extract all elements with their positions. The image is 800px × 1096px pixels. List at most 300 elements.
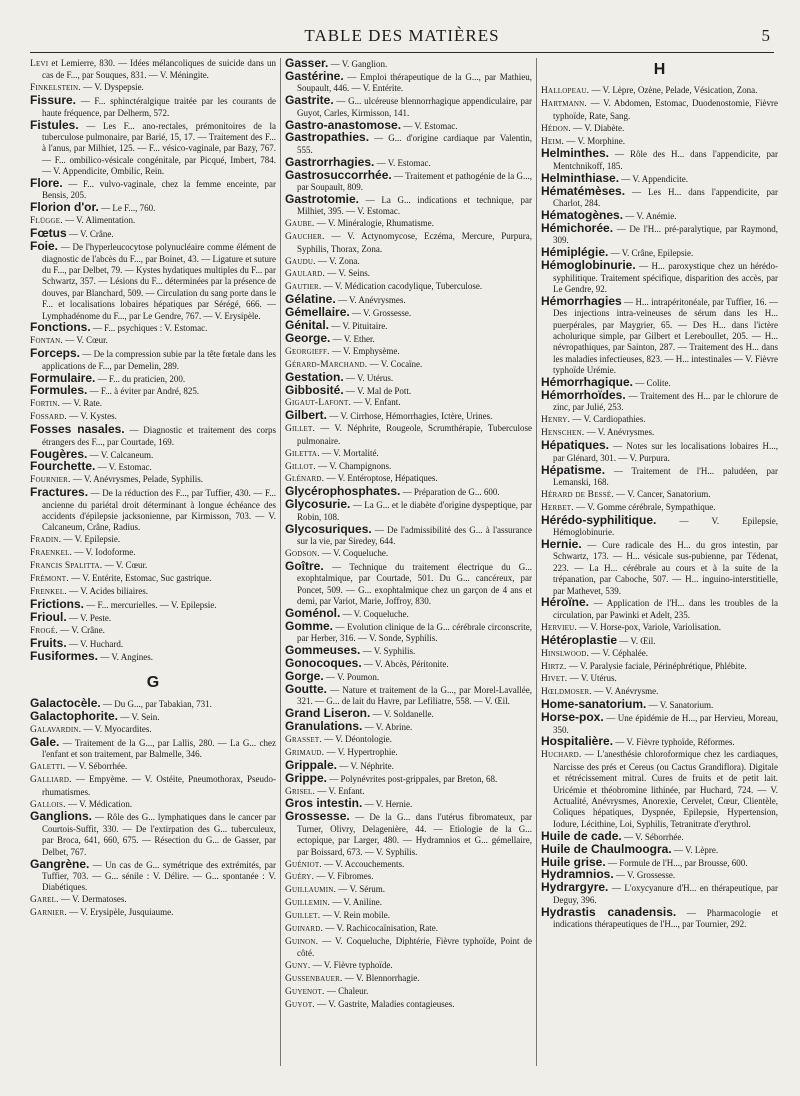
- index-entry: [541, 712, 778, 736]
- entry-text: — V. Accouchements.: [324, 858, 405, 869]
- entry-text: — V. Estomac.: [376, 157, 431, 168]
- entry-headword: Hernie.: [541, 536, 582, 551]
- entry-text: — F... vulvo-vaginale, chez la femme enceinte, par Bensis, 205.: [42, 179, 276, 201]
- index-column-2: [285, 58, 532, 1078]
- page-title: TABLE DES MATIÈRES: [304, 26, 500, 45]
- index-entry: [541, 736, 778, 748]
- entry-text: — V. Grossesse.: [351, 308, 412, 319]
- entry-headword: Gastrorrhagies.: [285, 154, 375, 169]
- entry-text: — V. Emphysème.: [331, 345, 400, 356]
- index-entry: [30, 811, 276, 858]
- entry-text: — V. Fièvre typhoïde, Réformes.: [615, 737, 735, 748]
- entry-text: — V. Anévrysmes.: [337, 295, 406, 306]
- index-entry: [30, 573, 276, 585]
- section-letter: G: [146, 673, 160, 691]
- entry-text: — V. Médication.: [67, 798, 133, 809]
- entry-headword: Hémiplégie.: [541, 245, 609, 260]
- entry-text: — Traitement des H... par le chlorure de zinc, par Julié, 253.: [553, 391, 778, 413]
- entry-text: — V. Coqueluche.: [322, 547, 389, 558]
- entry-headword: Hydramnios.: [541, 867, 614, 882]
- page-number: 5: [761, 26, 770, 45]
- entry-headword: Gestation.: [285, 369, 344, 384]
- index-entry: [285, 681, 532, 708]
- entry-author: Huchard.: [541, 750, 582, 761]
- entry-author: Frenkel.: [30, 586, 67, 597]
- entry-text: — V. Utérus.: [345, 372, 394, 383]
- entry-author: Guyot.: [285, 999, 315, 1010]
- index-entry: [285, 897, 532, 909]
- entry-text: — V. Pituitaire.: [331, 321, 388, 332]
- entry-author: Gérard-Marchand.: [285, 359, 368, 370]
- entry-text: — V. Diabète.: [573, 122, 625, 133]
- entry-author: Gaulard.: [285, 269, 326, 280]
- index-entry: [285, 521, 532, 548]
- entry-text: — Colite.: [635, 378, 671, 389]
- index-entry: [285, 218, 532, 230]
- entry-headword: Foie.: [30, 239, 59, 254]
- entry-headword: Gémellaire.: [285, 305, 350, 320]
- entry-author: Garel.: [30, 895, 59, 906]
- entry-text: — V. Appendicite.: [621, 173, 688, 184]
- index-entry: [285, 910, 532, 922]
- entry-headword: Fœtus: [30, 226, 67, 241]
- entry-text: — V. Rein mobile.: [322, 910, 390, 921]
- index-entry: [30, 322, 276, 334]
- entry-text: — V. Anévrysmes, Pelade, Syphilis.: [72, 474, 203, 485]
- entry-author: Gillet.: [285, 424, 316, 435]
- entry-author: Guillet.: [285, 911, 321, 922]
- entry-text: — V. Iodoforme.: [74, 547, 136, 558]
- entry-author: Gillot.: [285, 461, 316, 472]
- entry-text: — V. Abdomen, Estomac, Duodenostomie, Fièvre typhoïde, Rate, Sang.: [553, 98, 778, 121]
- entry-text: — V. Seins.: [327, 268, 370, 279]
- index-entry: [30, 560, 276, 572]
- entry-text: — V. Estomac.: [97, 462, 152, 473]
- entry-text: — V. Syphilis.: [362, 646, 416, 657]
- entry-headword: Glycosuriques.: [285, 521, 372, 536]
- index-entry: [541, 220, 778, 247]
- entry-headword: Fractures.: [30, 485, 89, 500]
- entry-text: — V. Mal de Pott.: [345, 385, 412, 396]
- entry-text: — V. Alimentation.: [65, 215, 136, 226]
- entry-headword: Hémorrhagique.: [541, 375, 634, 390]
- entry-headword: Fistules.: [30, 117, 79, 132]
- entry-text: — V. Anévrysmes.: [586, 427, 655, 438]
- entry-text: — Traitement de la G..., par Lallis, 280. — La G... chez l'enfant et son traitement, par Balmelle, 346.: [42, 738, 276, 760]
- entry-text: — V. Estomac.: [403, 120, 458, 131]
- entry-author: Gallois.: [30, 799, 66, 810]
- column-divider: [280, 58, 281, 1066]
- index-entry: [541, 536, 778, 597]
- entry-text: — V. Dyspepsie.: [83, 82, 144, 93]
- entry-author: Gaucher.: [285, 232, 325, 243]
- entry-author: Glénard.: [285, 474, 325, 485]
- index-entry: [285, 268, 532, 280]
- entry-text: — Chaleur.: [326, 986, 369, 997]
- index-entry: [285, 95, 532, 119]
- entry-headword: Fissure.: [30, 93, 77, 108]
- entry-text: — V. Abcès, Péritonite.: [363, 659, 449, 669]
- entry-author: Francis Spalitta.: [30, 561, 103, 572]
- entry-headword: Gomme.: [285, 618, 334, 633]
- entry-text: — V. Champignons.: [318, 460, 392, 471]
- entry-author: Gaube.: [285, 219, 315, 230]
- entry-text: — V. Mortalité.: [322, 447, 379, 458]
- entry-text: — V. Aniline.: [332, 897, 382, 908]
- entry-headword: Gonocoques.: [285, 656, 362, 670]
- index-entry: [30, 724, 276, 736]
- entry-text: — G... d'origine cardiaque par Valentin, 555.: [297, 133, 532, 155]
- entry-text: — V. Cardiopathies.: [572, 414, 646, 425]
- entry-text: — La G... et le diabète d'origine dyspeptique, par Robin, 108.: [297, 500, 532, 522]
- entry-headword: Fougères.: [30, 446, 88, 461]
- entry-author: Hervieu.: [541, 622, 577, 633]
- entry-headword: Glycérophosphates.: [285, 484, 401, 499]
- entry-headword: Gastro-anastomose.: [285, 117, 402, 132]
- entry-text: — V. Angines.: [100, 651, 153, 662]
- index-entry: [285, 558, 532, 608]
- entry-author: Hartmann.: [541, 99, 588, 110]
- index-entry: [541, 148, 778, 172]
- entry-author: Gigaut-Lafont.: [285, 398, 352, 409]
- entry-text: — De l'hyperleucocytose polynucléaire comme élément de diagnostic de l'abcès du F..., par Boinet, 43. — Ligature et suture du F..., par Delbet, 79. — Kystes hydatiques multiples du F... par Schwartz, 357. — Lésions du F... déterminées par la présence de douves, par Blanchard, 509. — Circulation du sang porte dans le F... et localisations lobaires hépatiques par Sérégé, 666. — Lymphadénome du F..., par Le Gendre, 767. — V. Erysipèle.: [42, 242, 276, 321]
- entry-headword: Hémichorée.: [541, 220, 614, 235]
- entry-text: — V. Hernie.: [364, 799, 413, 810]
- entry-text: — L'anesthésie chloroformique chez les cardiaques, Narcisse des prés et Cereus (ou Cactus Grandiflora). Digitale et rétrécissement mitral. Cures de fruits et de petit lait. Uricémie et théobromine lithinée, par Huchard, 724. — V. Actualité, Anévrysmes, Anorexie, Cervelet, Cœur, Clientèle, Coliques hépatiques, Dyspnée, Epilepsie, Hypertension, Iodure, Lécithine, Loi, Syphilis, Tetranitrate d'erythrol.: [553, 749, 778, 829]
- entry-text: — V. Entérite, Estomac, Suc gastrique.: [71, 573, 212, 584]
- entry-text: — V. Céphalée.: [591, 647, 648, 658]
- entry-text: — Formule de l'H..., par Brousse, 600.: [607, 857, 748, 868]
- entry-text: — H... paroxystique chez un hérédo-syphilitique. Traitement spécifique, disparition des accès, par Le Gendre, 92.: [553, 261, 778, 294]
- entry-text: — Diagnostic et traitement des corps étrangers des F..., par Courtade, 169.: [42, 425, 276, 447]
- entry-text: — De la compression subie par la tête fœtale dans les applications de F..., par Demelin, 289.: [42, 349, 276, 371]
- entry-text: — V. Cirrhose, Hémorrhagies, Ictère, Urines.: [329, 411, 493, 422]
- entry-author: Giletta.: [285, 448, 320, 459]
- entry-author: Fossard.: [30, 412, 67, 423]
- entry-headword: Gale.: [30, 735, 60, 750]
- entry-text: — Préparation de G... 600.: [402, 487, 500, 498]
- entry-text: — V. Soldanelle.: [372, 709, 434, 720]
- index-entry: [30, 609, 276, 624]
- index-entry: [541, 749, 778, 830]
- entry-author: Frogé.: [30, 625, 58, 636]
- index-entry: [30, 894, 276, 906]
- index-entry: [285, 986, 532, 998]
- entry-headword: Gélatine.: [285, 292, 336, 307]
- entry-headword: Formulaire.: [30, 370, 96, 385]
- entry-text: — V. Néphrite, Rougeole, Scrumthérapie, Tuberculose pulmonaire.: [297, 423, 532, 446]
- entry-author: Hirtz.: [541, 661, 567, 672]
- entry-headword: Galactocèle.: [30, 696, 101, 711]
- index-entry: [285, 330, 532, 345]
- entry-text: — V. Sérum.: [338, 884, 386, 895]
- entry-headword: Héroïne.: [541, 595, 590, 610]
- index-entry: [541, 183, 778, 210]
- entry-author: Galliard.: [30, 775, 72, 786]
- entry-author: Guillemin.: [285, 898, 331, 909]
- entry-headword: Grossesse.: [285, 809, 350, 824]
- entry-text: — V. Gomme cérébrale, Sympathique.: [576, 501, 716, 512]
- entry-headword: Flore.: [30, 176, 63, 191]
- entry-headword: Galactophorite.: [30, 709, 119, 724]
- entry-text: — V. Crâne.: [60, 624, 105, 635]
- index-entry: [285, 167, 532, 194]
- entry-headword: Gros intestin.: [285, 796, 363, 811]
- entry-text: — V. Coqueluche.: [342, 608, 409, 619]
- entry-text: — V. Séborrhée.: [623, 831, 684, 842]
- entry-text: — Nature et traitement de la G..., par Morel-Lavallée, 321. — G... de lait du Havre, par Lefiliatre, 558. — V. Œil.: [297, 684, 532, 707]
- entry-headword: Hématogènes.: [541, 207, 624, 222]
- entry-text: — H... intrapéritonéale, par Tuffier, 16. — Des injections intra-veineuses de sérum dans les H... puerpérales, par Maygrier, 65. — Des H... dans l'ictère acholurique simple, par Gilbert et Lereboullet, 205. — H... névropathiques, par Sainton, 287. — Traitement des H... dans les maladies infectieuses, 823. — H... intestinales — V. Fièvre typhoïde Urémie.: [553, 296, 778, 376]
- index-entry: [285, 499, 532, 523]
- index-entry: [30, 117, 276, 178]
- index-entry: [285, 346, 532, 358]
- entry-headword: Gastropathies.: [285, 130, 370, 145]
- entry-text: — V. Crâne, Epilepsie.: [610, 248, 694, 259]
- entry-text: — F... à éviter par André, 825.: [89, 386, 200, 397]
- entry-author: Guéry.: [285, 872, 315, 883]
- entry-text: et Lemierre, 830. — Idées mélancoliques de suicide dans un cas de F..., par Souques, 831. — V. Méningite.: [42, 58, 276, 81]
- entry-text: — V. Actynomycose, Eczéma, Mercure, Purpura, Syphilis, Thorax, Zona.: [297, 231, 532, 254]
- entry-headword: Huile grise.: [541, 854, 606, 869]
- index-entry: [30, 58, 276, 82]
- index-entry: [541, 512, 778, 539]
- entry-headword: Fonctions.: [30, 320, 91, 335]
- index-entry: [30, 737, 276, 761]
- entry-author: Hœldmoser.: [541, 687, 592, 698]
- entry-author: Georgieff.: [285, 346, 330, 357]
- entry-headword: Goître.: [285, 558, 324, 573]
- entry-text: — Les H... dans l'appendicite, par Charlot, 284.: [553, 186, 778, 209]
- index-entry: [285, 68, 532, 95]
- entry-text: — V. Erysipèle, Jusquiaume.: [69, 907, 174, 918]
- entry-author: Guillaumin.: [285, 885, 337, 896]
- entry-text: — V. Lèpre, Ozène, Pelade, Vésication, Zona.: [591, 85, 758, 96]
- index-entry: [541, 648, 778, 660]
- index-entry: [30, 461, 276, 473]
- entry-text: — V. Paralysie faciale, Périnéphrétique, Phlébite.: [568, 660, 747, 671]
- entry-text: — V. Rachicocaïnisation, Rate.: [325, 923, 438, 934]
- index-entry: [285, 999, 532, 1011]
- entry-headword: Hépatiques.: [541, 438, 610, 453]
- index-entry: [541, 632, 778, 647]
- index-entry: [30, 534, 276, 546]
- entry-text: — V. Œil.: [619, 635, 656, 646]
- index-entry: [30, 348, 276, 372]
- index-entry: [285, 859, 532, 871]
- entry-text: — V. Anévrysme.: [594, 686, 659, 697]
- index-entry: [285, 382, 532, 397]
- entry-author: Henschen.: [541, 428, 585, 439]
- index-entry: [541, 123, 778, 135]
- index-entry: [541, 661, 778, 673]
- entry-text: — V. Utérus.: [569, 673, 617, 684]
- entry-headword: Hémorrhagies: [541, 293, 622, 308]
- entry-text: — V. Sanatorium.: [648, 700, 714, 711]
- index-entry: [541, 85, 778, 97]
- index-entry: [30, 241, 276, 322]
- entry-text: — V. Ether.: [332, 333, 375, 344]
- index-entry: [30, 178, 276, 202]
- entry-text: — De la réduction des F..., par Tuffier, 430. — F... ancienne du pariétal droit déterminant à longue échéance des accidents d'épilepsie jacksonienne, par Kirmisson, 703. — V. Calcaneum, Crâne, Radius.: [42, 488, 276, 533]
- index-entry: [285, 973, 532, 985]
- entry-headword: Frictions.: [30, 596, 85, 611]
- entry-text: — De l'admissibilité des G... à l'assurance sur la vie, par Siredey, 644.: [297, 524, 532, 546]
- entry-author: Guinard.: [285, 924, 324, 935]
- entry-headword: Fusiformes.: [30, 648, 99, 663]
- entry-author: Levi: [30, 59, 49, 69]
- entry-text: — Rôle des G... lymphatiques dans le cancer par Courtois-Suffit, 330. — De l'extirpation des G... tuberculeux, par Broca, 641, 660, 675. — Résection du G... de Gasser, par Delbet, 767.: [42, 812, 276, 857]
- entry-headword: Hémoglobinurie.: [541, 258, 636, 273]
- entry-headword: Hématémèses.: [541, 183, 626, 198]
- entry-text: — Traitement et pathogénie de la G..., par Soupault, 809.: [297, 170, 532, 193]
- entry-headword: Glycosurie.: [285, 497, 351, 512]
- entry-text: — Pharmacologie et indications thérapeutiques de l'H..., par Tournier, 292.: [553, 907, 778, 930]
- entry-headword: Hydrargyre.: [541, 880, 609, 895]
- entry-headword: Gastrotomie.: [285, 191, 360, 206]
- entry-text: — V. Déontologie.: [324, 733, 392, 744]
- index-entry: [285, 923, 532, 935]
- entry-text: — V. Kystes.: [69, 411, 117, 422]
- entry-author: Herbet.: [541, 502, 574, 513]
- entry-text: — F... mercurielles. — V. Epilepsie.: [86, 599, 217, 610]
- entry-text: — V. Blennorrhagie.: [344, 973, 420, 984]
- entry-author: Finkelstein.: [30, 83, 81, 94]
- entry-text: — V. Horse-pox, Variole, Variolisation.: [579, 621, 722, 632]
- entry-headword: Hépatisme.: [541, 462, 606, 477]
- entry-text: — V. Morphine.: [566, 135, 625, 146]
- entry-headword: Horse-pox.: [541, 710, 604, 725]
- index-entry: [30, 398, 276, 410]
- entry-text: — Un cas de G... symétrique des extrémités, par Tuffier, 703. — G... sénile : V. Délire. — G... spontanée : V. Diabétiques.: [42, 859, 276, 893]
- index-entry: [285, 618, 532, 645]
- entry-headword: Gangrène.: [30, 856, 90, 871]
- index-entry: [541, 597, 778, 621]
- entry-headword: Helminthiase.: [541, 170, 620, 185]
- entry-headword: Ganglions.: [30, 809, 93, 824]
- entry-headword: Huile de cade.: [541, 828, 622, 843]
- entry-text: — V. Cœur.: [104, 560, 148, 571]
- entry-text: — V. Cœur.: [65, 335, 108, 346]
- index-entry: [541, 414, 778, 426]
- entry-headword: Grippe.: [285, 770, 328, 785]
- entry-headword: Formules.: [30, 383, 88, 398]
- index-entry: [30, 856, 276, 894]
- entry-text: — F... du praticien, 200.: [97, 373, 186, 384]
- entry-text: — V. Poumon.: [325, 671, 380, 682]
- entry-author: Fradin.: [30, 535, 62, 546]
- entry-headword: Frioul.: [30, 609, 67, 624]
- index-entry: [30, 385, 276, 397]
- entry-text: — V. Cocaïne.: [369, 358, 423, 369]
- entry-text: — V. Huchard.: [68, 638, 124, 649]
- index-entry: [541, 260, 778, 295]
- index-entry: [541, 98, 778, 122]
- entry-author: Grisel.: [285, 786, 316, 797]
- entry-headword: Home-sanatorium.: [541, 697, 647, 712]
- index-entry: [285, 461, 532, 473]
- entry-author: Fournier.: [30, 475, 71, 486]
- entry-text: — V. Enfant.: [317, 785, 365, 796]
- index-entry: [285, 231, 532, 255]
- entry-text: — V. Ganglion.: [330, 59, 388, 69]
- index-entry: [541, 293, 778, 377]
- entry-headword: Gibbosité.: [285, 382, 344, 397]
- entry-text: — V. Epilepsie, Hémoglobinurie.: [553, 515, 778, 538]
- entry-headword: Huile de Chaulmoogra.: [541, 841, 672, 856]
- entry-text: — La G... indications et technique, par Milhiet, 395. — V. Estomac.: [297, 194, 532, 217]
- entry-text: — V. Abrine.: [364, 722, 413, 733]
- entry-author: Guinon.: [285, 936, 319, 947]
- entry-text: — Cure radicale des H... du gros intestin, par Schwartz, 173. — H... vésicale sus-pubienne, par Tédenat, 223. — La H... cérébrale au cours et à la suite de la trépanation, par Caboche, 507. — H... inguino-interstitielle, par Mathevet, 539.: [553, 539, 778, 596]
- entry-headword: Hydrastis canadensis.: [541, 904, 677, 919]
- index-entry: [541, 462, 778, 489]
- entry-text: — V. Enfant.: [353, 397, 401, 408]
- entry-text: — V. Crâne.: [68, 229, 114, 240]
- entry-author: Guyenot.: [285, 987, 325, 998]
- entry-text: — V. Coqueluche, Diphtérie, Fièvre typhoïde, Point de côté.: [297, 935, 532, 959]
- entry-text: — Emploi thérapeutique de la G..., par Mathieu, Soupault, 446. — V. Entérite.: [297, 71, 532, 94]
- entry-author: Gaudu.: [285, 256, 316, 267]
- index-entry: [541, 673, 778, 685]
- entry-text: — Du G..., par Tabakian, 731.: [102, 699, 212, 710]
- entry-text: — G... ulcéreuse blennorrhagique appendiculaire, par Guyot, Carles, Kirmisson, 141.: [297, 96, 532, 118]
- entry-text: — De l'H... pré-paralytique, par Raymond, 309.: [553, 223, 778, 246]
- entry-text: — V. Zona.: [317, 255, 360, 266]
- entry-author: Frémont.: [30, 574, 69, 585]
- index-entry: [30, 424, 276, 448]
- entry-author: Guéniot.: [285, 859, 322, 870]
- entry-headword: Gastrosuccorrhée.: [285, 167, 392, 182]
- index-entry: [285, 811, 532, 858]
- entry-text: — Le F..., 760.: [101, 203, 156, 214]
- index-entry: [541, 440, 778, 464]
- entry-author: Fontan.: [30, 336, 63, 347]
- entry-text: — V. Lèpre.: [673, 844, 719, 855]
- entry-author: Hinslwood.: [541, 648, 590, 659]
- entry-author: Fraenkel.: [30, 548, 73, 559]
- index-entry: [541, 882, 778, 906]
- entry-author: Hédon.: [541, 123, 571, 134]
- entry-headword: George.: [285, 330, 331, 345]
- entry-text: — De la G... dans l'utérus fibromateux, par Turner, Olivry, Delagenière, 44. — Etiologie de la G... ectopique, par Larger, 480. — Hydramnios et G... gémellaire, par Boissard, 673. — V. Syphilis.: [297, 812, 532, 857]
- index-entry: [285, 770, 532, 785]
- entry-text: — Evolution clinique de la G... cérébrale circonscrite, par Herber, 316. — V. Sonde, Syphilis.: [297, 621, 532, 644]
- index-column-3: [541, 58, 778, 1078]
- index-column-1: [30, 58, 276, 1078]
- entry-text: — V. Médication cacodylique, Tuberculose.: [323, 281, 483, 292]
- entry-headword: Gorge.: [285, 668, 324, 683]
- entry-text: — Application de l'H... dans les troubles de la circulation, par Pawinki et Adelt, 235.: [553, 598, 778, 620]
- index-entry: [285, 448, 532, 460]
- entry-author: Gussenbauer.: [285, 974, 343, 985]
- entry-headword: Fosses nasales.: [30, 422, 125, 437]
- index-entry: [541, 904, 778, 931]
- entry-text: — V. Anémie.: [625, 210, 677, 221]
- index-entry: [285, 721, 532, 733]
- index-entry: [30, 711, 276, 723]
- entry-text: — V. Rate.: [62, 398, 102, 409]
- entry-author: Grimaud.: [285, 747, 325, 758]
- index-entry: [30, 228, 276, 240]
- entry-text: — V. Fièvre typhoïde.: [312, 960, 393, 971]
- entry-text: — F... psychiques : V. Estomac.: [92, 323, 208, 334]
- entry-text: — V. Sein.: [120, 712, 160, 723]
- index-entry: [30, 648, 276, 663]
- entry-headword: Florion d'or.: [30, 200, 99, 215]
- entry-text: — Notes sur les localisations lobaires H..., par Glénard, 301. — V. Purpura.: [553, 441, 778, 463]
- entry-text: — V. Myocardites.: [83, 724, 152, 735]
